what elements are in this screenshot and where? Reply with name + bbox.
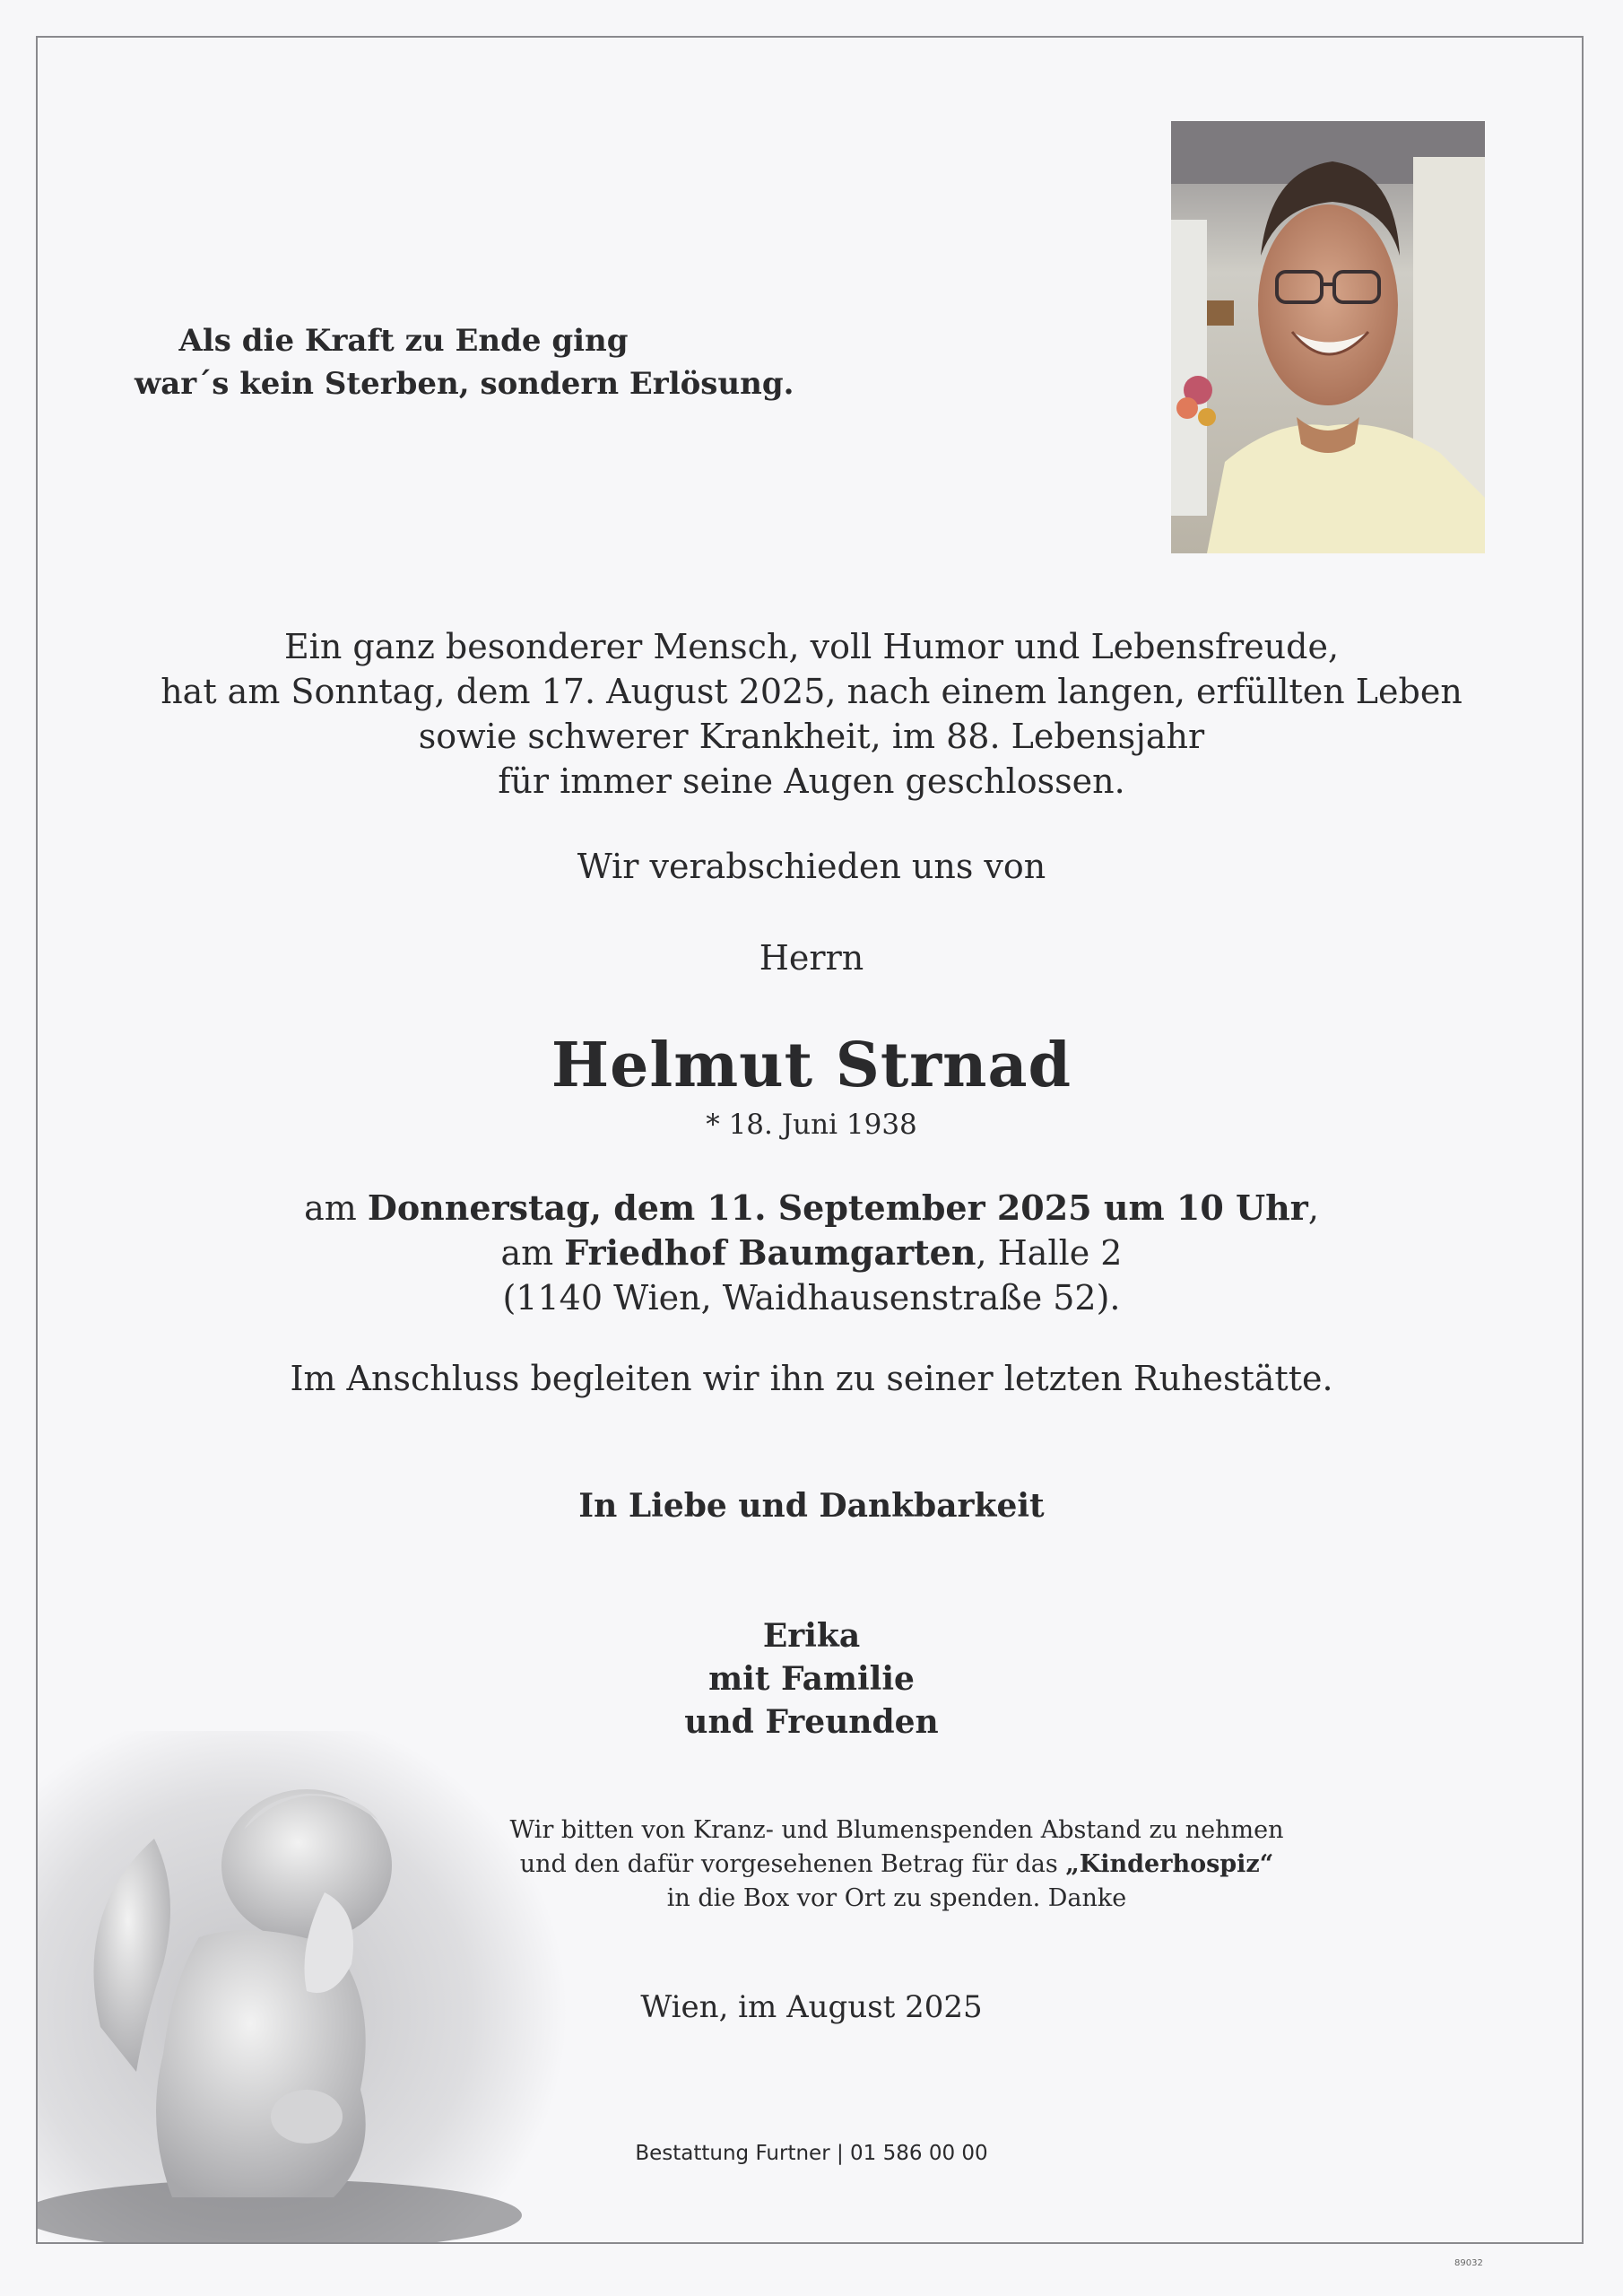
print-code: 89032	[1454, 2258, 1483, 2268]
intro-line-4: für immer seine Augen geschlossen.	[498, 761, 1125, 801]
event-hall: , Halle 2	[976, 1233, 1123, 1273]
undertaker-contact: Bestattung Furtner | 01 586 00 00	[635, 2142, 988, 2165]
intro-line-2: hat am Sonntag, dem 17. August 2025, nach einem langen, erfüllten Leben	[161, 672, 1462, 711]
event-line-1-pre: am	[304, 1188, 368, 1228]
farewell-text: Wir verabschieden uns von	[577, 847, 1046, 886]
signature-line-2: mit Familie	[708, 1660, 915, 1698]
motto-quote	[135, 319, 794, 405]
intro-text	[0, 624, 1623, 804]
event-date-time: Donnerstag, dem 11. September 2025 um 10 Uhr	[367, 1187, 1308, 1228]
birth-date: * 18. Juni 1938	[706, 1109, 917, 1141]
request-line-1: Wir bitten von Kranz- und Blumenspenden Abstand zu nehmen	[509, 1816, 1284, 1844]
request-line-3: in die Box vor Ort zu spenden. Danke	[666, 1884, 1127, 1912]
event-line-2	[0, 1231, 1623, 1275]
portrait-photo	[1171, 121, 1485, 553]
charity-name: „Kinderhospiz“	[1065, 1850, 1274, 1878]
place-date: Wien, im August 2025	[640, 1989, 983, 2025]
angel-illustration	[38, 1731, 567, 2242]
donation-request	[448, 1813, 1345, 1916]
request-line-2-pre: und den dafür vorgesehenen Betrag für das	[519, 1850, 1066, 1878]
deceased-name: Helmut Strnad	[551, 1030, 1072, 1101]
event-line-1	[0, 1186, 1623, 1231]
event-line-2-pre: am	[500, 1233, 565, 1273]
event-address: (1140 Wien, Waidhausenstraße 52).	[502, 1278, 1121, 1318]
event-line-1-post: ,	[1307, 1188, 1319, 1228]
request-line-2	[448, 1848, 1345, 1882]
intro-line-3: sowie schwerer Krankheit, im 88. Lebensjahr	[418, 717, 1205, 756]
salutation: Herrn	[759, 938, 864, 978]
motto-line-1: Als die Kraft zu Ende ging	[178, 323, 629, 359]
portrait-illustration	[1171, 121, 1485, 553]
intro-line-1: Ein ganz besonderer Mensch, voll Humor und Lebensfreude,	[283, 627, 1340, 666]
signature-line-3: und Freunden	[684, 1703, 939, 1741]
mourners-signature	[0, 1614, 1623, 1744]
gratitude-line: In Liebe und Dankbarkeit	[578, 1487, 1045, 1525]
event-location: Friedhof Baumgarten	[564, 1232, 976, 1273]
burial-note: Im Anschluss begleiten wir ihn zu seiner letzten Ruhestätte.	[290, 1359, 1333, 1398]
motto-line-2: war´s kein Sterben, sondern Erlösung.	[135, 366, 794, 402]
angel-figure	[38, 1731, 567, 2242]
funeral-details	[0, 1186, 1623, 1320]
signature-line-1: Erika	[762, 1617, 861, 1655]
